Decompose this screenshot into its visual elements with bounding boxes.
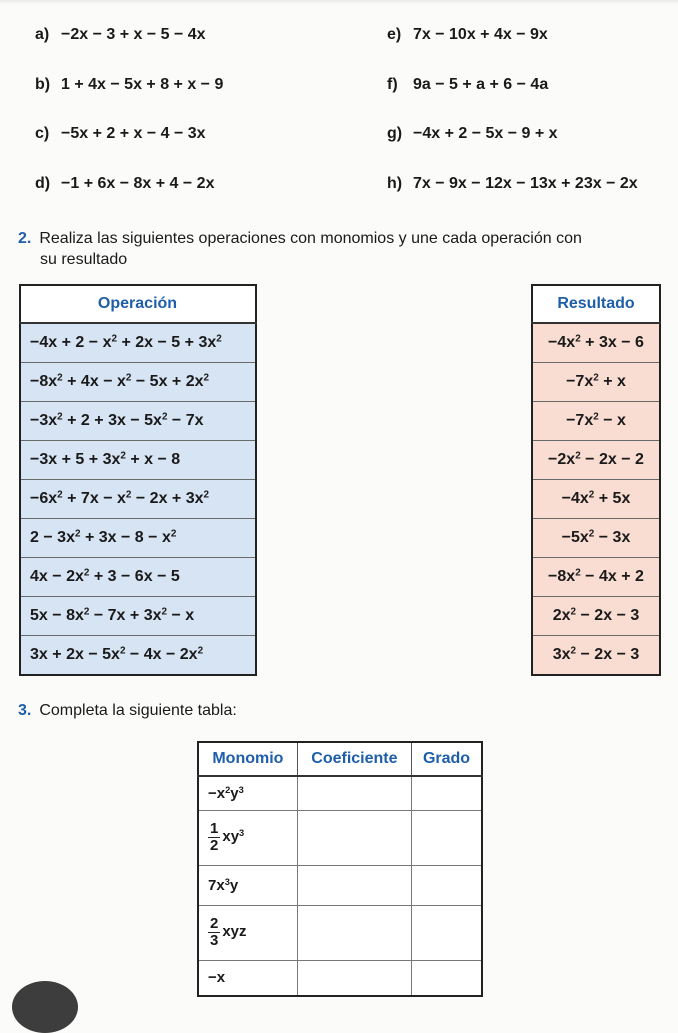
exercise-expression: 1 + 4x − 5x + 8 + x − 9 [61, 76, 224, 93]
monomial-cell-fraction [198, 905, 297, 960]
result-cell: $-5x^2 - 3x$ [532, 519, 660, 558]
column-header-coeficiente: Coeficiente [297, 742, 411, 776]
monomial-cell: $-x^2y^3$ [198, 776, 297, 810]
exercise-expression: −1 + 6x − 8x + 4 − 2x [61, 175, 215, 192]
question-number: 2. [18, 230, 32, 247]
results-header: Resultado [532, 285, 660, 323]
result-cell: $-4x^2 + 3x - 6$ [532, 323, 660, 363]
degree-cell[interactable] [412, 865, 482, 905]
monomial-variables: xyz [222, 923, 247, 941]
result-cell: $-8x^2 - 4x + 2$ [532, 558, 660, 597]
exercise-item-d [35, 175, 214, 193]
exercise-expression: 7x − 9x − 12x − 13x + 23x − 2x [413, 175, 638, 192]
exercise-item-b [35, 76, 223, 94]
coefficient-cell[interactable] [297, 810, 411, 865]
column-header-monomio: Monomio [198, 742, 297, 776]
fraction-numerator: 1 [210, 820, 219, 838]
result-cell: $-7x^2 + x$ [532, 363, 660, 402]
table-row [198, 865, 482, 905]
exercise-expression: 9a − 5 + a + 6 − 4a [413, 76, 549, 93]
monomial-cell: $7x^3y$ [198, 865, 297, 905]
exercise-expression: −4x + 2 − 5x − 9 + x [413, 125, 558, 142]
exercise-label: b) [35, 76, 51, 93]
exercise-item-g [387, 125, 558, 143]
question-2-heading [18, 230, 582, 248]
monomial-cell-fraction [198, 810, 297, 865]
exercise-label: e) [387, 26, 402, 43]
question-3-heading [18, 702, 237, 720]
exercise-label: c) [35, 125, 50, 142]
question-text: Completa la siguiente tabla: [39, 702, 237, 719]
operation-cell: $4x - 2x^2 + 3 - 6x - 5$ [20, 558, 256, 597]
top-edge-shadow [0, 0, 678, 4]
exercise-label: d) [35, 175, 51, 192]
coefficient-cell[interactable] [297, 865, 411, 905]
exercise-label: f) [387, 76, 398, 93]
fraction-denominator: 2 [210, 837, 219, 854]
results-table [531, 284, 661, 676]
exercise-item-a [35, 26, 206, 44]
exercise-label: h) [387, 175, 403, 192]
table-row [198, 905, 482, 960]
operation-cell: $-3x^2 + 2 + 3x - 5x^2 - 7x$ [20, 402, 256, 441]
fraction-denominator: 3 [210, 932, 219, 949]
degree-cell[interactable] [412, 810, 482, 865]
exercise-label: g) [387, 125, 403, 142]
coefficient-cell[interactable] [297, 776, 411, 810]
table-row [198, 960, 482, 996]
operation-cell: $5x - 8x^2 - 7x + 3x^2 - x$ [20, 597, 256, 636]
degree-cell[interactable] [412, 776, 482, 810]
operations-header: Operación [20, 285, 256, 323]
operation-cell: $3x + 2x - 5x^2 - 4x - 2x^2$ [20, 636, 256, 676]
result-cell: $2x^2 - 2x - 3$ [532, 597, 660, 636]
exercise-expression: −5x + 2 + x − 4 − 3x [61, 125, 206, 142]
result-cell: $-2x^2 - 2x - 2$ [532, 441, 660, 480]
fraction [208, 916, 220, 949]
coefficient-cell[interactable] [297, 960, 411, 996]
finger-shadow [12, 981, 78, 1033]
result-cell: $-7x^2 - x$ [532, 402, 660, 441]
exercise-expression: −2x − 3 + x − 5 − 4x [61, 26, 206, 43]
operation-cell: $2 - 3x^2 + 3x - 8 - x^2$ [20, 519, 256, 558]
exercise-expression: 7x − 10x + 4x − 9x [413, 26, 548, 43]
question-text-line2: su resultado [40, 251, 128, 268]
question-number: 3. [18, 702, 32, 719]
result-cell: $-4x^2 + 5x$ [532, 480, 660, 519]
monomial-table [197, 741, 483, 997]
result-cell: $3x^2 - 2x - 3$ [532, 636, 660, 676]
exercise-item-e [387, 26, 548, 44]
column-header-grado: Grado [412, 742, 482, 776]
exercise-item-f [387, 76, 548, 94]
monomial-variables: $xy^3$ [222, 828, 245, 846]
exercise-label: a) [35, 26, 50, 43]
operation-cell: $-3x + 5 + 3x^2 + x - 8$ [20, 441, 256, 480]
operation-cell: $-8x^2 + 4x - x^2 - 5x + 2x^2$ [20, 363, 256, 402]
table-row [198, 776, 482, 810]
fraction [208, 821, 220, 854]
coefficient-cell[interactable] [297, 905, 411, 960]
question-text-line1: Realiza las siguientes operaciones con monomios y une cada operación con [39, 230, 582, 247]
monomial-cell: −x [198, 960, 297, 996]
operation-cell: $-6x^2 + 7x - x^2 - 2x + 3x^2$ [20, 480, 256, 519]
degree-cell[interactable] [412, 905, 482, 960]
degree-cell[interactable] [412, 960, 482, 996]
question-2-heading-line2 [40, 251, 127, 269]
operation-cell: $-4x + 2 - x^2 + 2x - 5 + 3x^2$ [20, 323, 256, 363]
exercise-item-h [387, 175, 638, 193]
exercise-item-c [35, 125, 206, 143]
table-row [198, 810, 482, 865]
operations-table [19, 284, 257, 676]
fraction-numerator: 2 [210, 915, 219, 933]
